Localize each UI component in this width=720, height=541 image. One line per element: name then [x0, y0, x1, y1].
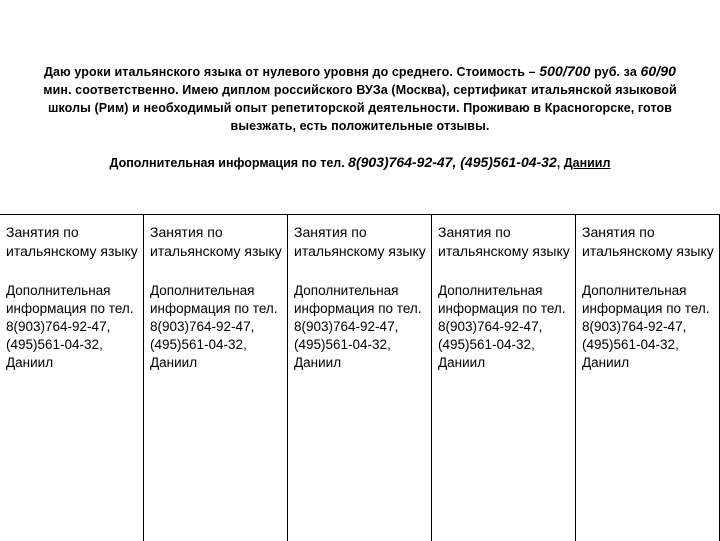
slip-title: Занятия по итальянскому языку [294, 224, 426, 259]
ad-description [40, 62, 680, 135]
slip-info: Дополнительная информация по тел. 8(903)764-92-47, (495)561-04-32, Даниил [6, 283, 134, 370]
tear-off-slip[interactable] [0, 215, 143, 541]
slip-title: Занятия по итальянскому языку [150, 224, 282, 259]
slip-info: Дополнительная информация по тел. 8(903)764-92-47, (495)561-04-32, Даниил [582, 283, 710, 370]
ad-text-part2: руб. за [590, 65, 641, 79]
contact-separator: , [556, 156, 564, 170]
tear-off-slip[interactable] [431, 215, 575, 541]
slip-title: Занятия по итальянскому языку [438, 224, 570, 259]
slip-title: Занятия по итальянскому языку [582, 224, 714, 259]
contact-phones: 8(903)764-92-47, (495)561-04-32 [348, 154, 557, 170]
contact-prefix: Дополнительная информация по тел. [109, 156, 349, 170]
slip-info: Дополнительная информация по тел. 8(903)764-92-47, (495)561-04-32, Даниил [294, 283, 422, 370]
ad-price: 500/700 [539, 63, 591, 79]
tear-off-slip[interactable] [287, 215, 431, 541]
slip-info: Дополнительная информация по тел. 8(903)764-92-47, (495)561-04-32, Даниил [150, 283, 278, 370]
slip-info: Дополнительная информация по тел. 8(903)764-92-47, (495)561-04-32, Даниил [438, 283, 566, 370]
tear-off-slip[interactable] [575, 215, 720, 541]
ad-contact-line [40, 154, 680, 170]
tear-off-slips [0, 214, 720, 541]
ad-text-part1: Даю уроки итальянского языка от нулевого уровня до среднего. Стоимость – [44, 65, 540, 79]
ad-text-part3: мин. соответственно. Имею диплом российского ВУЗа (Москва), сертификат итальянской языковой школы (Рим) и необходимый опыт репетиторской деятельности. Проживаю в Красногорске, готов выезжать, есть положительные отзывы. [43, 83, 677, 133]
slip-title: Занятия по итальянскому языку [6, 224, 138, 259]
ad-duration: 60/90 [640, 63, 676, 79]
tear-off-slip[interactable] [143, 215, 287, 541]
contact-name: Даниил [563, 156, 611, 170]
